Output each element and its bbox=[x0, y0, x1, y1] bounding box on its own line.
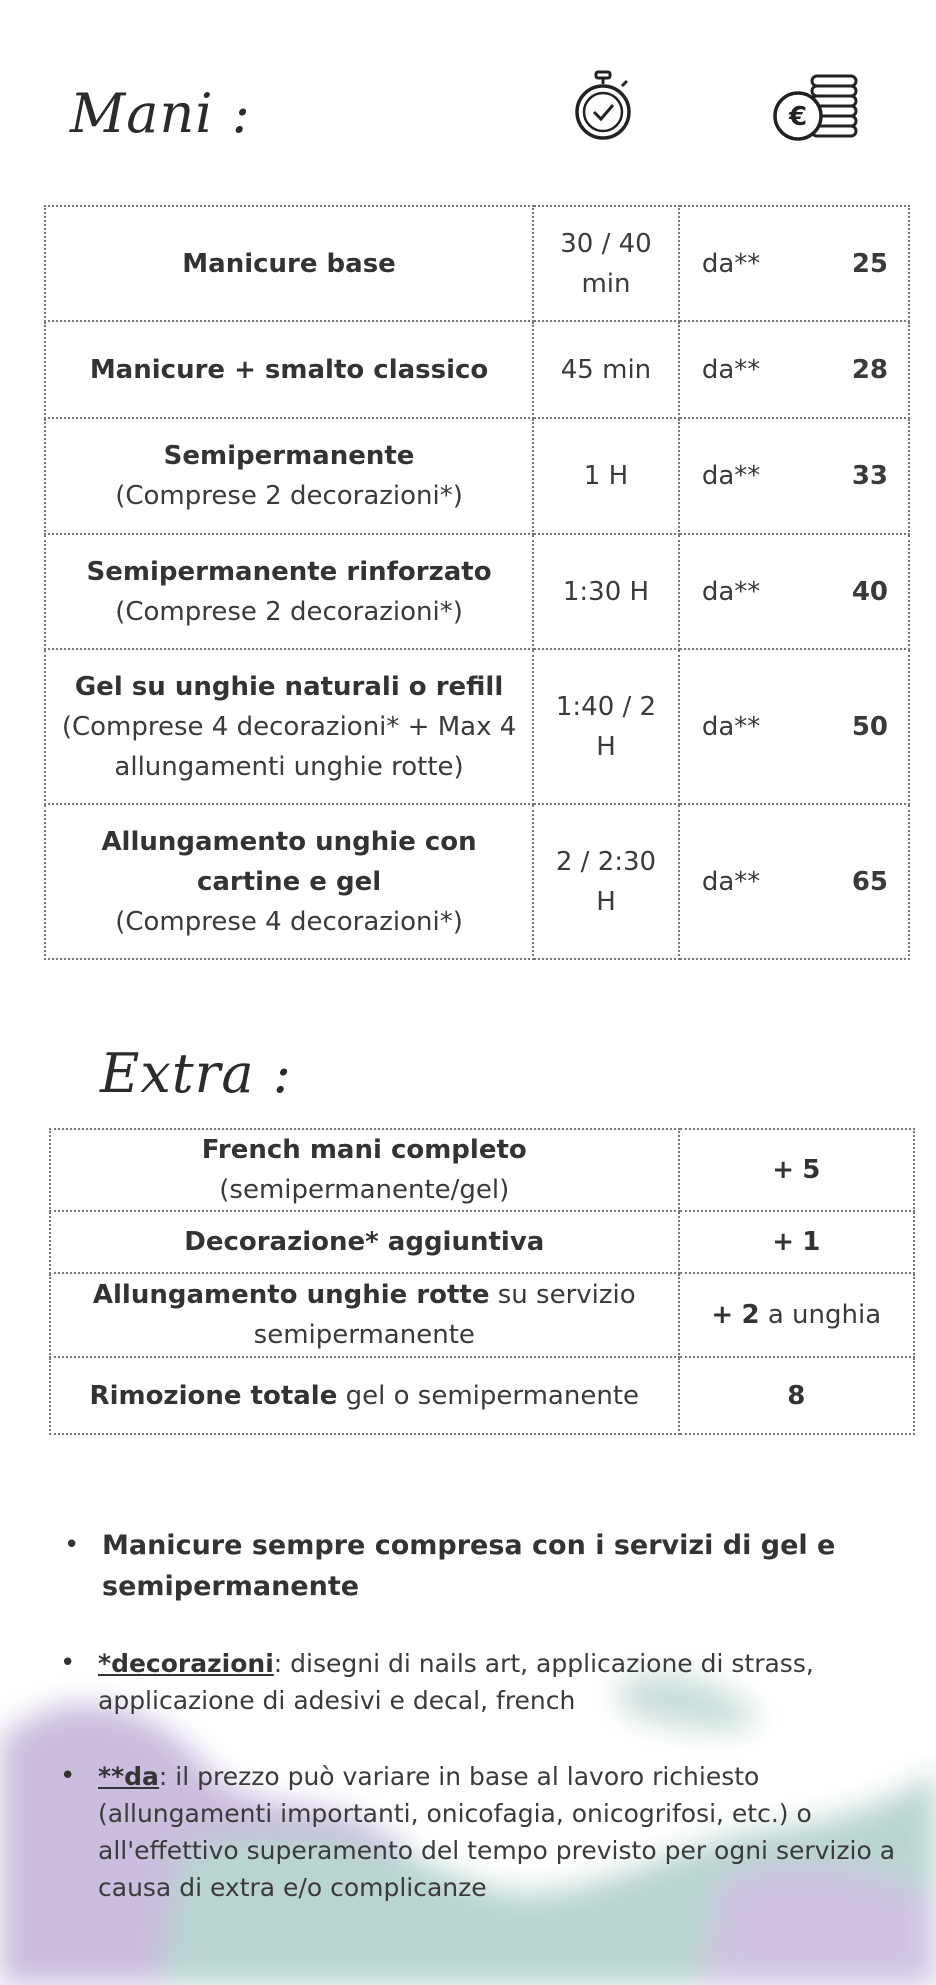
price-cell bbox=[679, 649, 909, 804]
extra-price-prefix: + bbox=[772, 1227, 794, 1257]
note-main-text: Manicure sempre compresa con i servizi di gel e semipermanente bbox=[102, 1530, 836, 1602]
extra-service-cell bbox=[50, 1211, 679, 1273]
extra-price-suffix: a unghia bbox=[759, 1300, 882, 1330]
table-row bbox=[45, 649, 909, 804]
price-cell bbox=[679, 418, 909, 534]
note-da-term: **da bbox=[98, 1762, 159, 1791]
extra-price-cell bbox=[679, 1211, 914, 1273]
time-cell bbox=[533, 534, 679, 649]
service-cell bbox=[45, 418, 533, 534]
service-cell bbox=[45, 534, 533, 649]
table-row bbox=[45, 321, 909, 418]
price-value: 28 bbox=[851, 354, 888, 385]
svg-text:€: € bbox=[788, 102, 808, 132]
price-prefix: da** bbox=[701, 461, 761, 491]
extra-title: Extra : bbox=[100, 1042, 292, 1105]
extra-name: Rimozione totale bbox=[89, 1380, 338, 1411]
extra-price: 2 bbox=[741, 1300, 760, 1330]
service-time: 1:30 H bbox=[562, 576, 650, 607]
extra-service-cell bbox=[50, 1273, 679, 1357]
table-row bbox=[50, 1273, 914, 1357]
table-row bbox=[45, 418, 909, 534]
table-row bbox=[50, 1357, 914, 1434]
service-desc: (Comprese 4 decorazioni* + Max 4 allungamenti unghie rotte) bbox=[61, 711, 517, 782]
price-cell bbox=[679, 206, 909, 321]
price-prefix: da** bbox=[701, 248, 761, 279]
extra-detail: (semipermanente/gel) bbox=[219, 1175, 510, 1205]
extra-table bbox=[49, 1128, 915, 1435]
note-da bbox=[60, 1758, 928, 1906]
price-value: 65 bbox=[851, 866, 888, 897]
price-cell bbox=[679, 321, 909, 418]
price-prefix: da** bbox=[701, 711, 761, 742]
mani-title: Mani : bbox=[70, 82, 251, 145]
note-decorazioni-text: : disegni di nails art, applicazione di strass, applicazione di adesivi e decal, french bbox=[98, 1649, 814, 1715]
price-cell bbox=[679, 804, 909, 959]
time-cell bbox=[533, 649, 679, 804]
service-time: 30 / 40 min bbox=[560, 228, 652, 299]
extra-price-cell bbox=[679, 1129, 914, 1211]
note-da-text: : il prezzo può variare in base al lavoro richiesto (allungamenti importanti, onicofagia, onicogrifosi, etc.) o all'effettivo superamento del tempo previsto per ogni servizio a causa di extra e/o complicanze bbox=[98, 1762, 896, 1902]
table-row bbox=[50, 1129, 914, 1211]
service-desc: (Comprese 2 decorazioni*) bbox=[115, 481, 463, 511]
extra-detail: su servizio semipermanente bbox=[253, 1280, 636, 1350]
note-decorazioni-term: *decorazioni bbox=[98, 1649, 274, 1678]
service-time: 1:40 / 2 H bbox=[555, 691, 657, 762]
service-name: Gel su unghie naturali o refill bbox=[74, 671, 504, 702]
service-desc: (Comprese 4 decorazioni*) bbox=[115, 906, 463, 937]
euro-coins-icon bbox=[772, 72, 860, 142]
service-name: Manicure + smalto classico bbox=[89, 354, 489, 385]
extra-price: 1 bbox=[802, 1227, 821, 1257]
price-prefix: da** bbox=[701, 354, 761, 385]
service-time: 2 / 2:30 H bbox=[555, 846, 657, 917]
time-cell bbox=[533, 418, 679, 534]
service-name: Semipermanente rinforzato bbox=[86, 556, 492, 587]
extra-service-cell bbox=[50, 1357, 679, 1434]
extra-detail: gel o semipermanente bbox=[337, 1380, 640, 1411]
extra-price-cell bbox=[679, 1273, 914, 1357]
service-time: 1 H bbox=[583, 461, 629, 491]
extra-price-prefix: + bbox=[711, 1300, 734, 1330]
service-name: Semipermanente bbox=[163, 441, 415, 471]
table-row bbox=[45, 534, 909, 649]
note-decorazioni bbox=[60, 1645, 838, 1719]
extra-name: French mani completo bbox=[201, 1135, 527, 1165]
table-row bbox=[45, 804, 909, 959]
extra-price-cell bbox=[679, 1357, 914, 1434]
service-cell bbox=[45, 321, 533, 418]
price-prefix: da** bbox=[701, 576, 761, 607]
note-main bbox=[64, 1525, 862, 1607]
time-cell bbox=[533, 321, 679, 418]
extra-name: Decorazione* aggiuntiva bbox=[184, 1227, 545, 1257]
price-prefix: da** bbox=[701, 866, 761, 897]
price-cell bbox=[679, 534, 909, 649]
table-row bbox=[45, 206, 909, 321]
time-cell bbox=[533, 804, 679, 959]
extra-price: 8 bbox=[787, 1380, 806, 1411]
service-cell bbox=[45, 804, 533, 959]
service-time: 45 min bbox=[560, 354, 652, 385]
price-value: 33 bbox=[851, 461, 888, 491]
extra-service-cell bbox=[50, 1129, 679, 1211]
service-name: Allungamento unghie con cartine e gel bbox=[101, 826, 477, 897]
extra-name: Allungamento unghie rotte bbox=[92, 1280, 490, 1310]
price-value: 25 bbox=[851, 248, 888, 279]
stopwatch-icon bbox=[572, 70, 634, 142]
service-cell bbox=[45, 649, 533, 804]
service-desc: (Comprese 2 decorazioni*) bbox=[115, 596, 463, 627]
extra-price: 5 bbox=[802, 1155, 821, 1185]
service-name: Manicure base bbox=[182, 248, 396, 279]
price-value: 40 bbox=[851, 576, 888, 607]
service-cell bbox=[45, 206, 533, 321]
price-value: 50 bbox=[851, 711, 888, 742]
table-row bbox=[50, 1211, 914, 1273]
extra-price-prefix: + bbox=[772, 1155, 794, 1185]
time-cell bbox=[533, 206, 679, 321]
mani-table bbox=[44, 205, 910, 960]
